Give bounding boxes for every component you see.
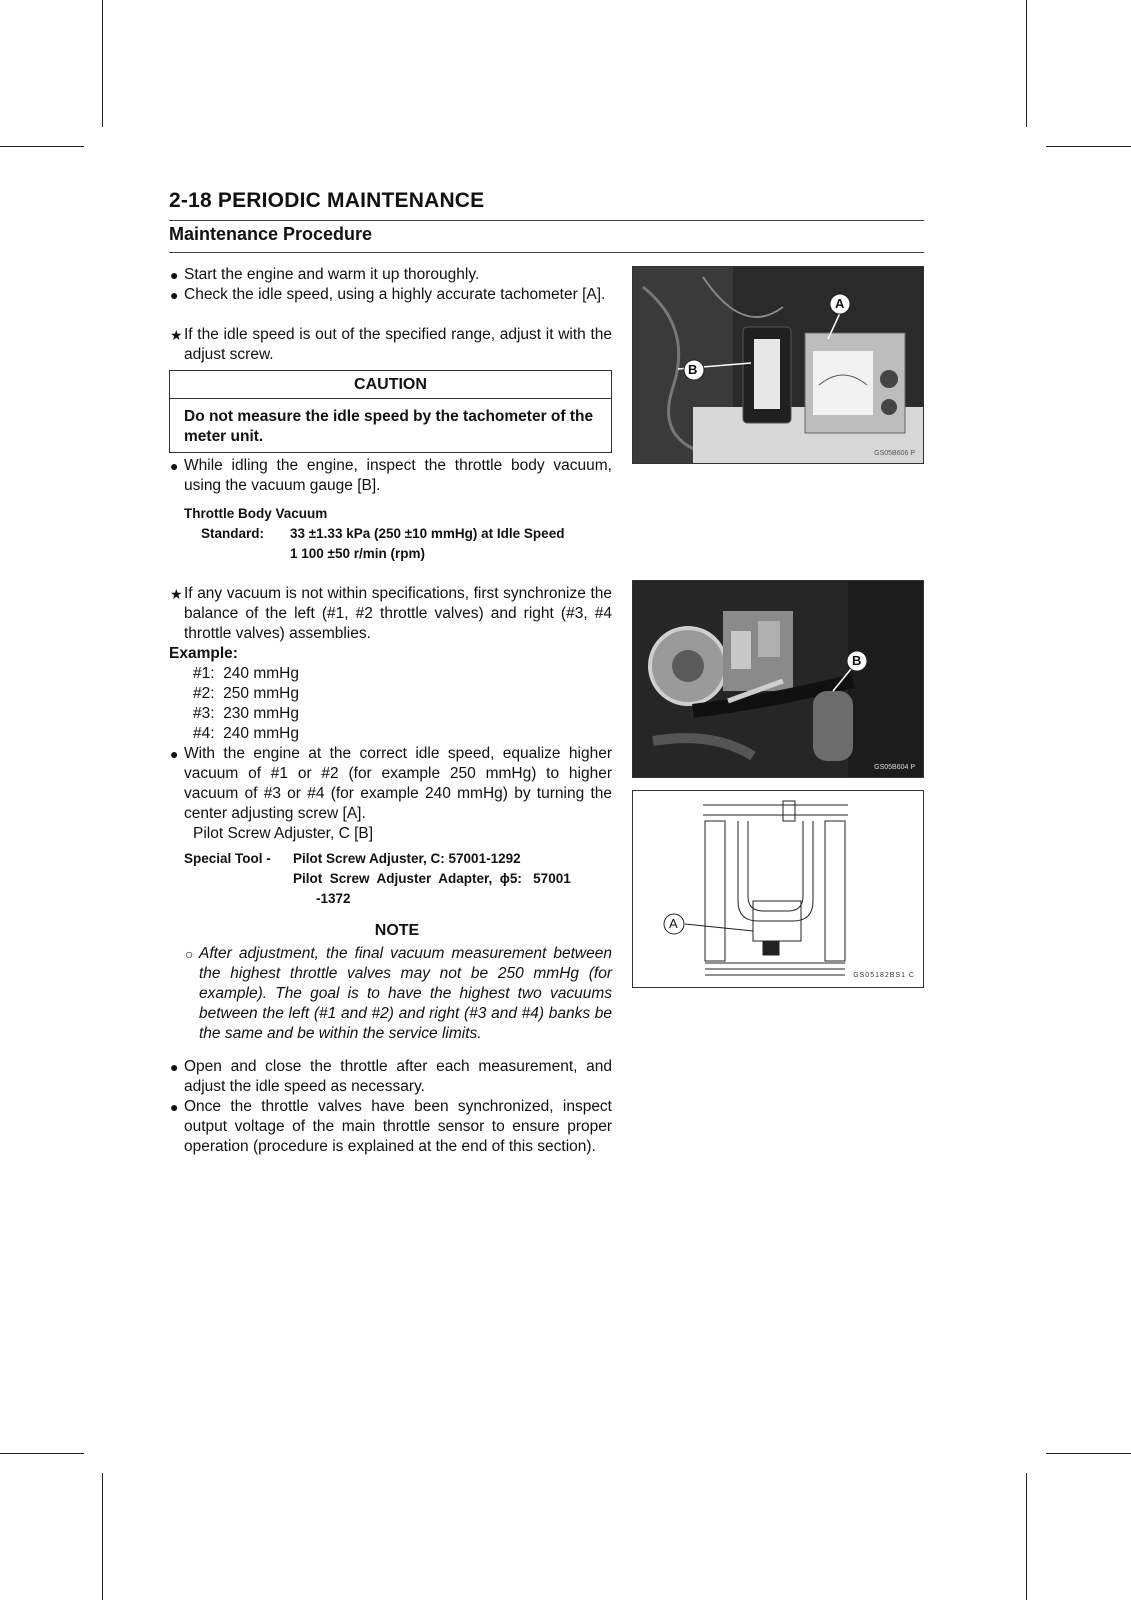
- section-title: Maintenance Procedure: [169, 224, 373, 244]
- note: [185, 944, 612, 1044]
- title-rule: [169, 220, 924, 221]
- figure-code: GS05B604 P: [874, 764, 915, 771]
- example-row: #1: 240 mmHg: [193, 665, 299, 682]
- crop-mark: [1046, 146, 1131, 147]
- crop-mark: [1026, 0, 1027, 127]
- special-tool-1: Pilot Screw Adjuster, C: 57001-1292: [293, 851, 521, 866]
- figure-code: GS05182BS1 C: [853, 972, 915, 979]
- section-rule: [169, 252, 924, 253]
- callout-b: B: [852, 653, 862, 668]
- crop-mark: [0, 1453, 84, 1454]
- special-tool-label: Special Tool -: [184, 851, 271, 866]
- caution-title: CAUTION: [170, 371, 611, 399]
- throttle-diagram-graphic: [633, 791, 923, 987]
- callout-b: B: [688, 362, 698, 377]
- example-row: #4: 240 mmHg: [193, 725, 299, 742]
- step-adjust-idle: ★ If the idle speed is out of the specified range, adjust it with the adjust screw.: [170, 326, 612, 363]
- crop-mark: [102, 1473, 103, 1600]
- spec-label: Standard:: [201, 526, 265, 541]
- note-text: After adjustment, the final vacuum measurement between the highest throttle valves may not be 250 mmHg (for example). The goal is to have the highest two vacuums between the left (#1 and #2) and right (#3 and #4) banks be the same and be within the service limits.: [199, 945, 612, 1042]
- crop-mark: [1046, 1453, 1131, 1454]
- note-title: NOTE: [374, 922, 420, 939]
- step-warm-up: ● Start the engine and warm it up thoroughly.: [170, 266, 480, 283]
- figure-throttle-diagram: [632, 790, 924, 988]
- page-title: 2-18 PERIODIC MAINTENANCE: [169, 189, 485, 212]
- example-row: #3: 230 mmHg: [193, 705, 299, 722]
- spec-rpm: 1 100 ±50 r/min (rpm): [290, 546, 425, 561]
- callout-a: A: [669, 916, 678, 931]
- crop-mark: [0, 146, 84, 147]
- step-vacuum: ● While idling the engine, inspect the throttle body vacuum, using the vacuum gauge [B].: [170, 457, 612, 494]
- note-marker: ○: [185, 946, 194, 962]
- figure-code: GS05B606 P: [874, 450, 915, 457]
- pilot-screw-line: Pilot Screw Adjuster, C [B]: [193, 825, 374, 842]
- throttle-photo-graphic: [633, 581, 923, 777]
- step-check-idle: ● Check the idle speed, using a highly accurate tachometer [A].: [170, 286, 606, 303]
- caution-box: [169, 370, 612, 453]
- crop-mark: [102, 0, 103, 127]
- callout-a: A: [835, 296, 845, 311]
- crop-mark: [1026, 1473, 1027, 1600]
- special-tool-3: -1372: [316, 891, 351, 906]
- example-label: Example:: [169, 645, 238, 662]
- caution-text: Do not measure the idle speed by the tachometer of the meter unit.: [184, 408, 594, 445]
- tachometer-photo-graphic: [633, 267, 923, 463]
- spec-value: 33 ±1.33 kPa (250 ±10 mmHg) at Idle Speed: [290, 526, 565, 541]
- figure-tachometer-photo: [632, 266, 924, 464]
- spec-title: Throttle Body Vacuum: [184, 506, 328, 521]
- step-open-close: ● Open and close the throttle after each measurement, and adjust the idle speed as necessary.: [170, 1058, 612, 1095]
- step-throttle-sensor: ● Once the throttle valves have been synchronized, inspect output voltage of the main throttle sensor to ensure proper operation (procedure is explained at the end of this section).: [170, 1098, 612, 1155]
- step-synchronize: ★ If any vacuum is not within specifications, first synchronize the balance of the left (#1, #2 throttle valves) and right (#3, #4 throttle valves) assemblies.: [170, 585, 612, 642]
- step-equalize: ● With the engine at the correct idle speed, equalize higher vacuum of #1 or #2 (for example 250 mmHg) to higher vacuum of #3 or #4 (for example 240 mmHg) by turning the center adjusting screw [A].: [170, 745, 612, 822]
- example-row: #2: 250 mmHg: [193, 685, 299, 702]
- figure-throttle-photo: [632, 580, 924, 778]
- special-tool-2: Pilot Screw Adjuster Adapter, ϕ5: 57001: [293, 871, 571, 886]
